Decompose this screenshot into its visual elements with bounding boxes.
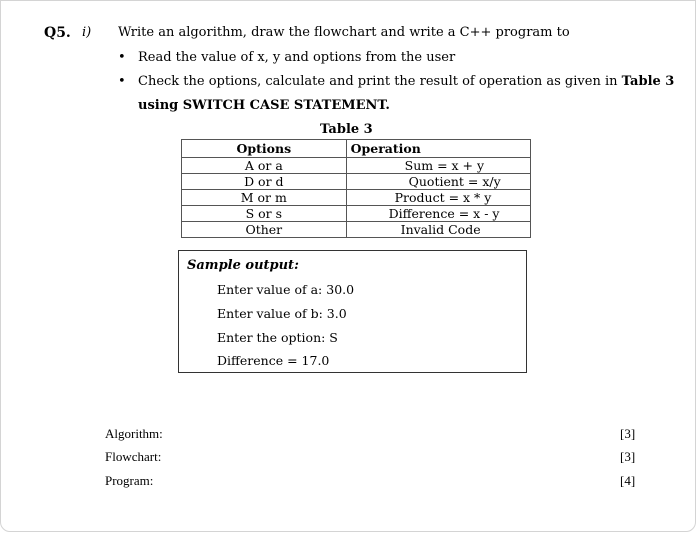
sample-line: Enter the option: S xyxy=(217,330,338,345)
mark-label-flowchart: Flowchart: xyxy=(105,449,162,464)
table-row xyxy=(182,158,531,174)
option-cell: M or m xyxy=(182,190,347,206)
table-row xyxy=(182,174,531,190)
operation-cell: Quotient = x/y xyxy=(346,174,530,190)
sample-line: Difference = 17.0 xyxy=(217,353,330,368)
mark-label-program: Program: xyxy=(105,473,154,488)
operation-cell: Product = x * y xyxy=(346,190,530,206)
sample-line: Enter value of b: 3.0 xyxy=(217,306,347,321)
mark-value-flowchart: [3] xyxy=(620,449,636,464)
bullet-text-switch: using SWITCH CASE STATEMENT. xyxy=(138,98,390,113)
mark-value-program: [4] xyxy=(620,473,636,488)
operation-cell: Sum = x + y xyxy=(346,158,530,174)
bullet-icon: • xyxy=(118,50,126,65)
option-cell: S or s xyxy=(182,206,347,222)
sample-line: Enter value of a: 30.0 xyxy=(217,282,355,297)
table-header-row xyxy=(182,140,531,158)
question-part: i) xyxy=(82,25,92,40)
header-operation: Operation xyxy=(346,140,530,158)
option-cell: Other xyxy=(182,222,347,238)
bullet-text-check: Check the options, calculate and print the result of operation as given in Table 3 xyxy=(138,74,675,89)
option-cell: D or d xyxy=(182,174,347,190)
table-row xyxy=(182,222,531,238)
bullet-icon: • xyxy=(118,74,126,89)
question-number: Q5. xyxy=(44,25,71,41)
table-row xyxy=(182,206,531,222)
sample-output-box xyxy=(178,250,527,373)
bullet-text-read: Read the value of x, y and options from the user xyxy=(138,50,456,65)
option-cell: A or a xyxy=(182,158,347,174)
operation-cell: Difference = x - y xyxy=(346,206,530,222)
table-reference: Table 3 xyxy=(621,74,675,89)
mark-value-algorithm: [3] xyxy=(620,426,636,441)
operation-cell: Invalid Code xyxy=(346,222,530,238)
question-text: Write an algorithm, draw the flowchart and write a C++ program to xyxy=(118,25,570,40)
operations-table xyxy=(181,139,531,238)
sample-output-title: Sample output: xyxy=(187,258,299,273)
header-options: Options xyxy=(182,140,347,158)
mark-label-algorithm: Algorithm: xyxy=(105,426,163,441)
table-row xyxy=(182,190,531,206)
table-caption: Table 3 xyxy=(320,122,373,137)
